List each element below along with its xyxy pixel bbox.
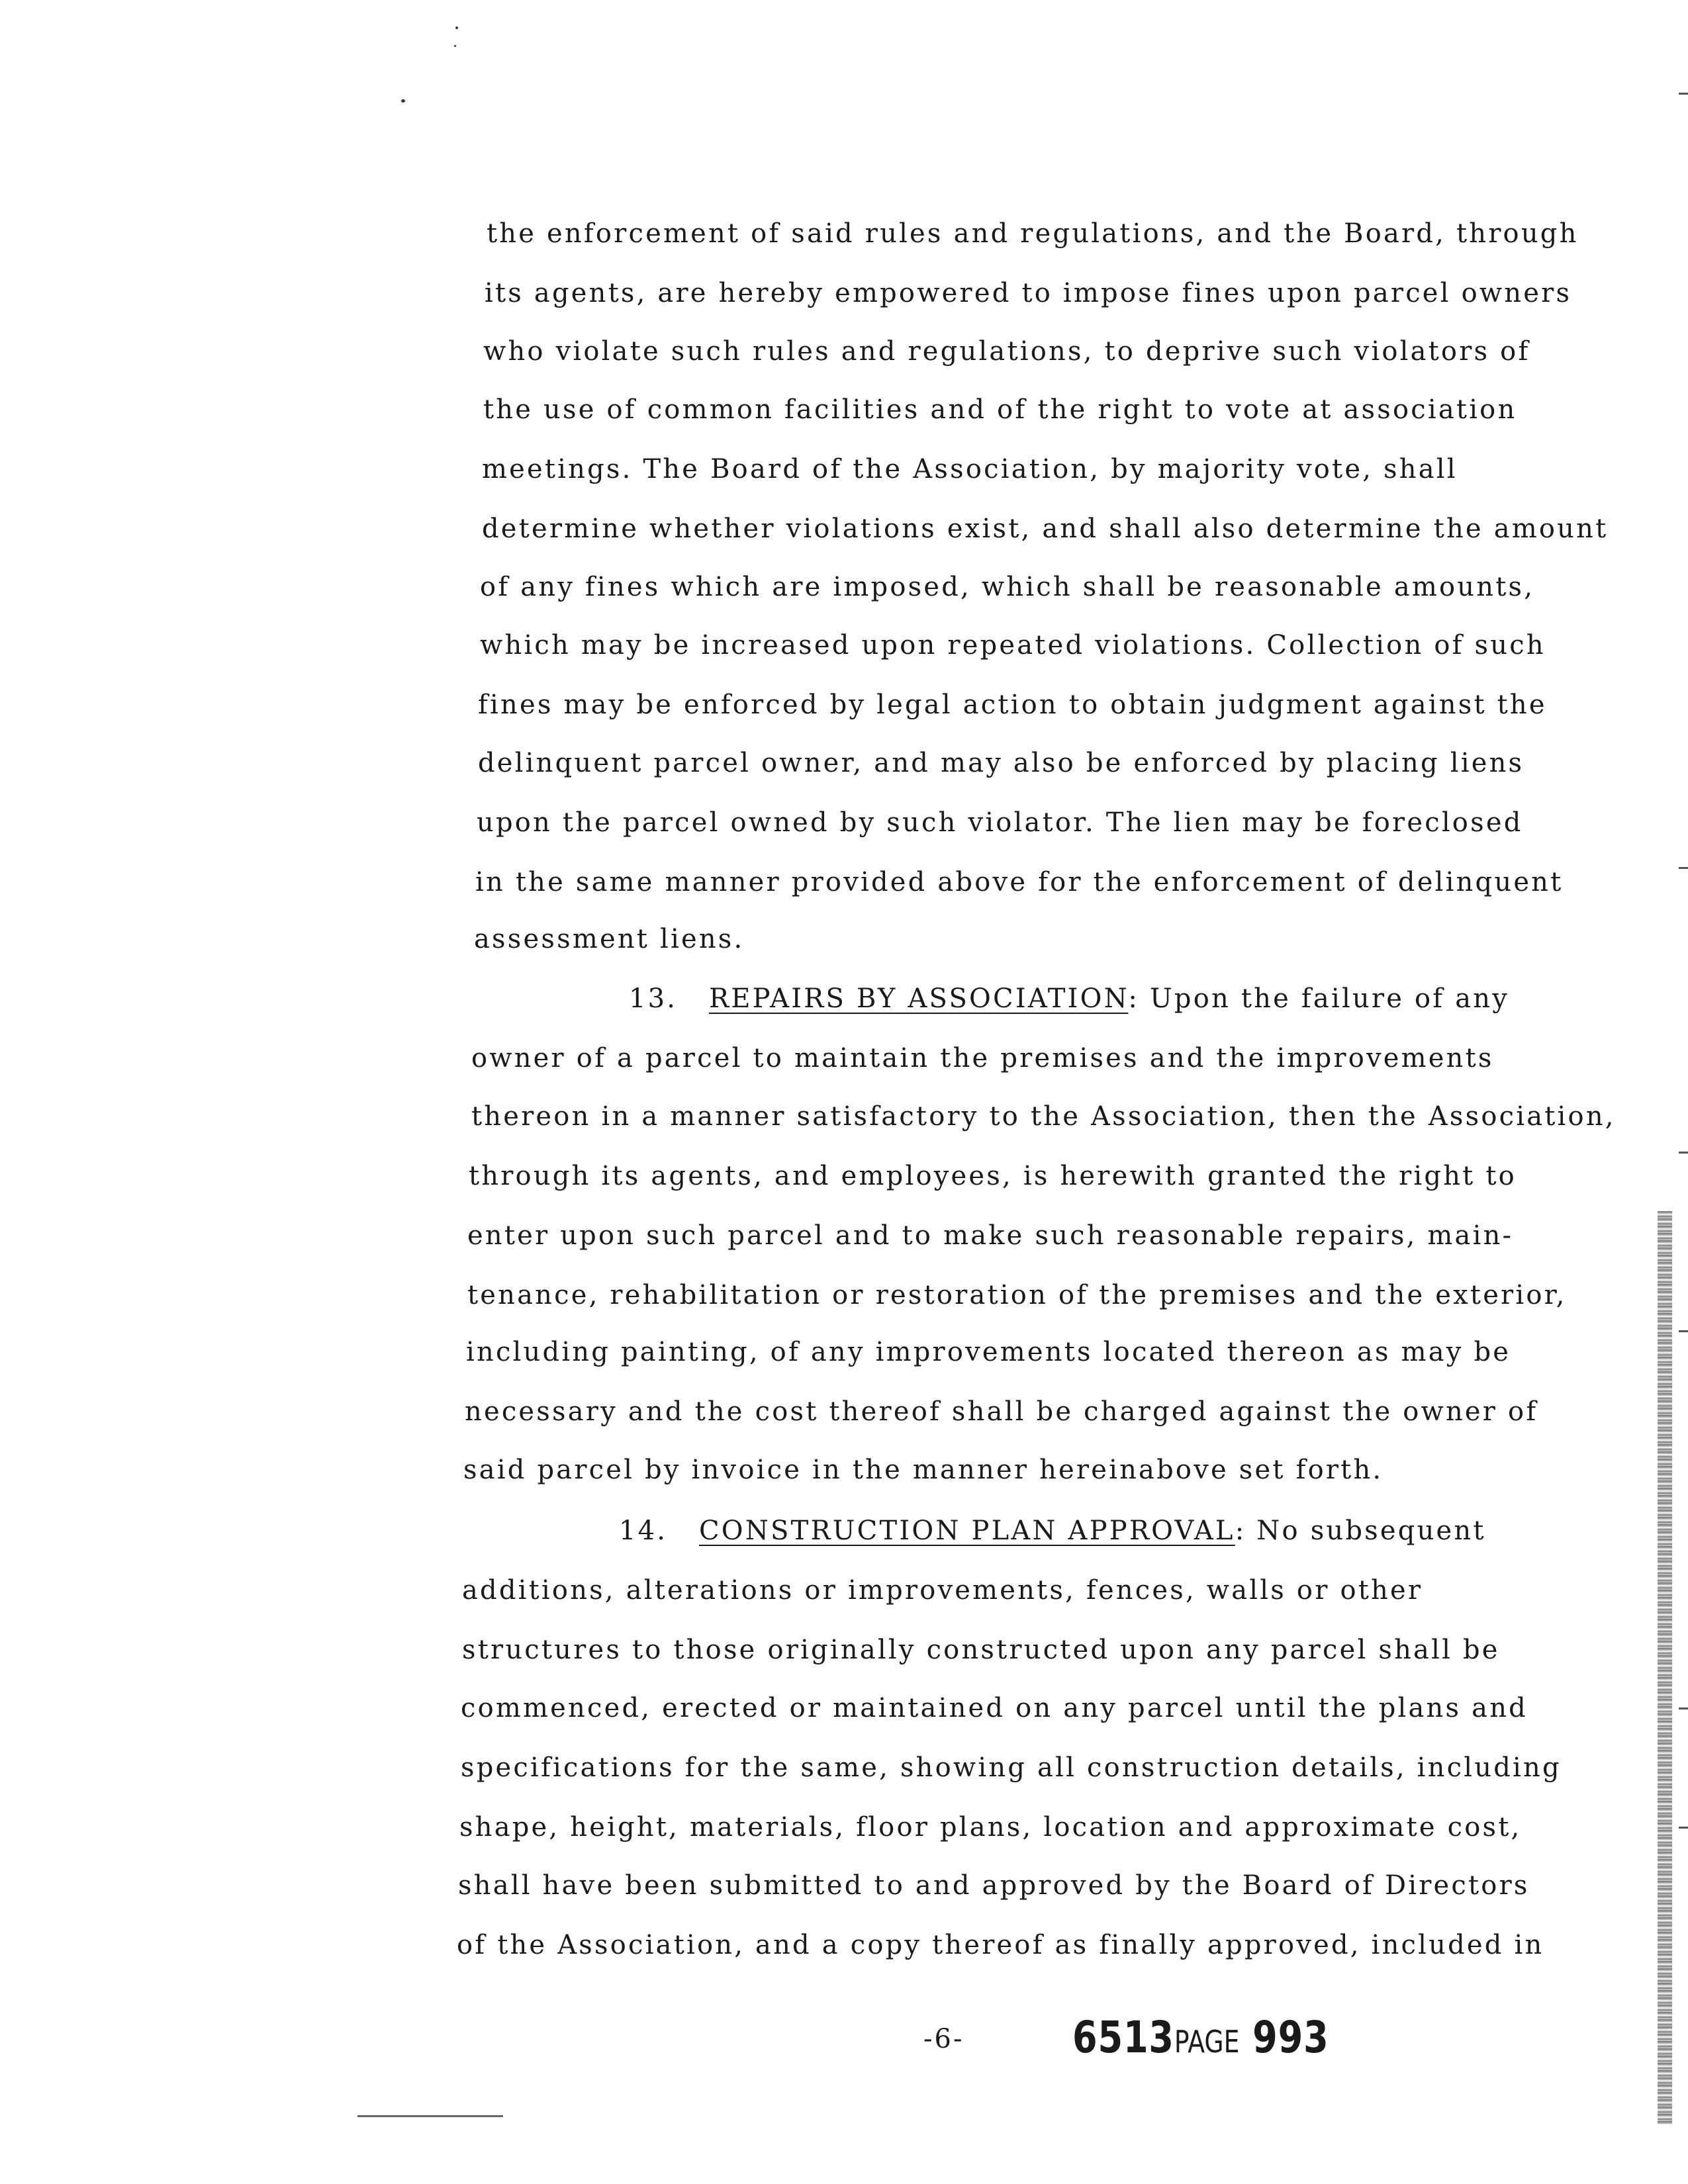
body-line: tenance, rehabilitation or restoration of the premises and the exterior, xyxy=(467,1280,1567,1310)
body-line: through its agents, and employees, is herewith granted the right to xyxy=(469,1161,1517,1191)
body-line: upon the parcel owned by such violator. The lien may be foreclosed xyxy=(477,807,1523,838)
body-line: thereon in a manner satisfactory to the Association, then the Association, xyxy=(471,1101,1616,1132)
page-label: PAGE xyxy=(1174,2024,1240,2060)
body-line: the enforcement of said rules and regulations, and the Board, through xyxy=(487,218,1579,249)
edge-tick xyxy=(1679,1152,1688,1154)
section-number: 13. xyxy=(629,983,678,1014)
section-lead-text: : Upon the failure of any xyxy=(1128,983,1510,1014)
edge-tick xyxy=(1679,1707,1688,1709)
body-line: the use of common facilities and of the right to vote at association xyxy=(483,394,1517,425)
edge-tick xyxy=(1679,867,1688,869)
body-line: delinquent parcel owner, and may also be enforced by placing liens xyxy=(478,748,1524,778)
scan-speck xyxy=(401,99,405,103)
body-line: shall have been submitted to and approved by the Board of Directors xyxy=(458,1870,1530,1901)
body-line: specifications for the same, showing all construction details, including xyxy=(461,1752,1562,1783)
edge-tick xyxy=(1679,93,1688,95)
body-line: commenced, erected or maintained on any parcel until the plans and xyxy=(461,1693,1528,1723)
section-heading: REPAIRS BY ASSOCIATION xyxy=(708,983,1129,1014)
body-line: determine whether violations exist, and shall also determine the amount xyxy=(482,514,1609,544)
body-line: which may be increased upon repeated violations. Collection of such xyxy=(480,630,1546,660)
edge-tick xyxy=(1679,1827,1688,1829)
body-line: of the Association, and a copy thereof as finally approved, included in xyxy=(457,1930,1544,1960)
body-line: enter upon such parcel and to make such reasonable repairs, main- xyxy=(467,1220,1514,1251)
section-number: 14. xyxy=(619,1516,668,1546)
body-line: who violate such rules and regulations, to deprive such violators of xyxy=(483,336,1530,367)
scan-speck xyxy=(455,26,458,29)
section-14-heading-line xyxy=(619,1516,1486,1546)
section-lead-text: : No subsequent xyxy=(1235,1516,1486,1546)
body-line: assessment liens. xyxy=(474,924,745,954)
section-heading: CONSTRUCTION PLAN APPROVAL xyxy=(698,1516,1235,1546)
body-line: fines may be enforced by legal action to obtain judgment against the xyxy=(478,690,1547,720)
body-line: of any fines which are imposed, which shall be reasonable amounts, xyxy=(480,572,1535,602)
section-13-heading-line xyxy=(629,983,1509,1014)
book-page-stamp xyxy=(1072,2012,1329,2063)
scan-speck xyxy=(454,45,456,47)
edge-tick xyxy=(1679,1330,1688,1332)
body-line: said parcel by invoice in the manner hereinabove set forth. xyxy=(463,1455,1383,1485)
body-line: its agents, are hereby empowered to impose fines upon parcel owners xyxy=(485,278,1572,308)
body-line: structures to those originally constructed upon any parcel shall be xyxy=(462,1635,1500,1665)
scan-bottom-rule xyxy=(357,2115,503,2117)
body-line: in the same manner provided above for the enforcement of delinquent xyxy=(475,867,1564,897)
body-line: necessary and the cost thereof shall be charged against the owner of xyxy=(465,1396,1538,1427)
body-line: additions, alterations or improvements, fences, walls or other xyxy=(462,1575,1423,1606)
page-number: -6- xyxy=(923,2024,964,2054)
body-line: meetings. The Board of the Association, by majority vote, shall xyxy=(482,454,1458,484)
body-line: including painting, of any improvements located thereon as may be xyxy=(466,1337,1511,1367)
book-number: 6513 xyxy=(1072,2012,1174,2063)
body-line: owner of a parcel to maintain the premises and the improvements xyxy=(471,1043,1494,1073)
body-line: shape, height, materials, floor plans, location and approximate cost, xyxy=(459,1812,1522,1843)
binding-edge xyxy=(1658,1211,1672,2124)
book-page-number: 993 xyxy=(1252,2012,1329,2063)
